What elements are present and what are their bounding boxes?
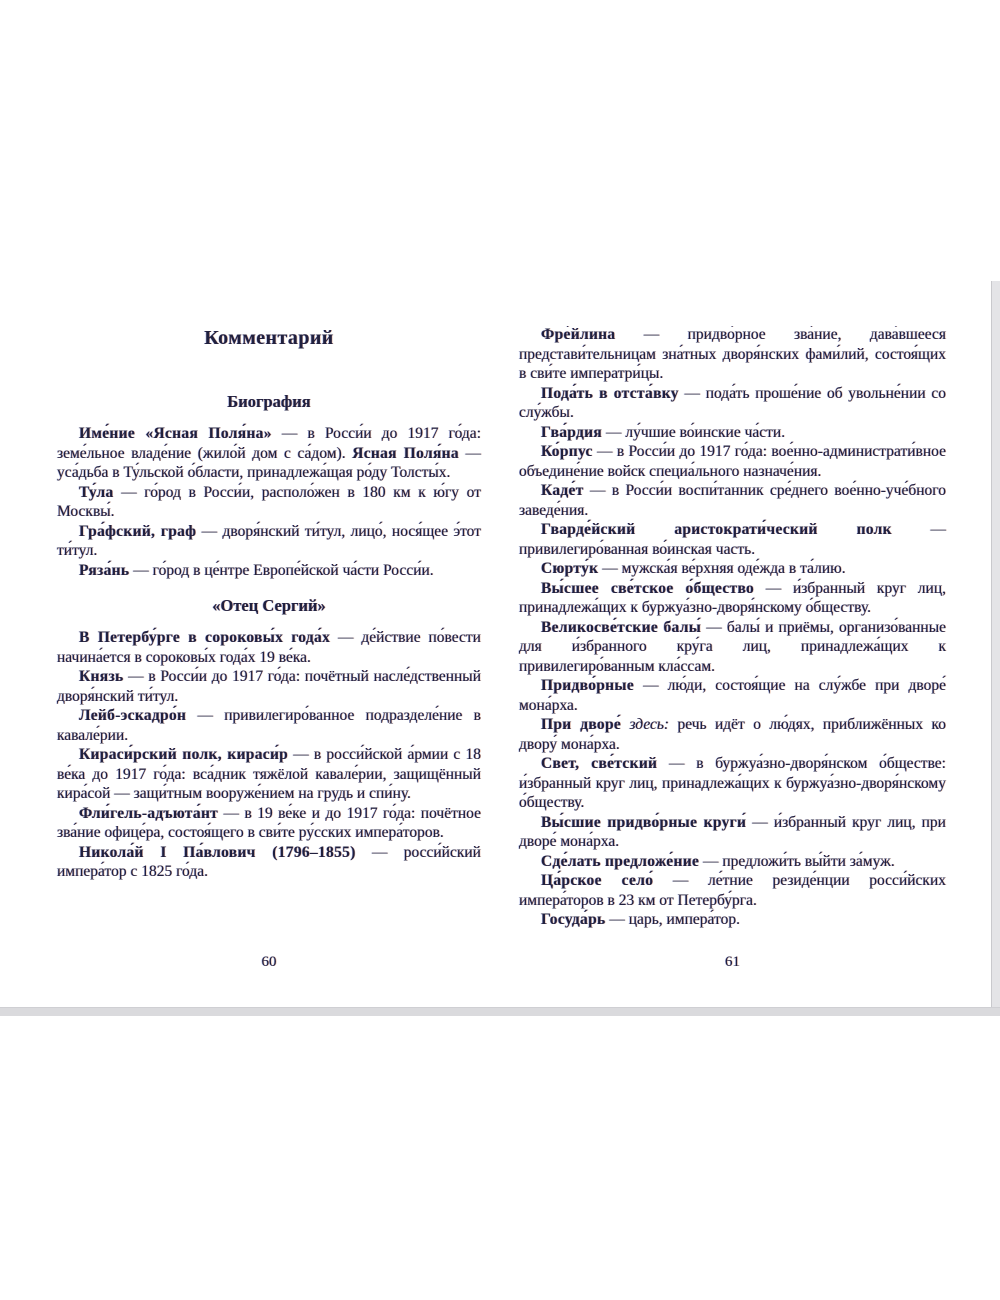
entry-term: Каде́т xyxy=(541,482,584,499)
section-heading: «Отец Сергий» xyxy=(212,596,326,615)
page-right-content xyxy=(519,325,946,930)
entry-term: Придво́рные xyxy=(541,677,634,694)
entry-definition: — в Росси́и воспи́танник сре́днего вое́нно-уче́бного заведе́ния. xyxy=(519,482,946,519)
entry-term: Име́ние «Ясная Поля́на» xyxy=(79,425,272,442)
entry-definition: — в Росси́и до 1917 го́да: земе́льное владе́ние (жило́й дом с са́дом). xyxy=(57,425,481,462)
entry-term: Сюрту́к xyxy=(541,560,599,577)
dictionary-entry xyxy=(57,745,481,804)
entry-term: Свет, све́тский xyxy=(541,755,658,772)
dictionary-entry xyxy=(57,843,481,882)
entry-term: Вы́сшие придво́рные круги́ xyxy=(541,813,747,831)
dictionary-entry xyxy=(519,715,946,754)
entry-term: Фре́йлина xyxy=(541,326,616,343)
page-number-left: 60 xyxy=(261,954,277,970)
entry-term: Никола́й I Па́влович (1796–1855) xyxy=(79,843,356,861)
entry-definition: речь идёт о лю́дях, приближённых ко двору́ мона́рха. xyxy=(519,716,946,753)
dictionary-entry xyxy=(519,676,946,715)
entry-definition: — росси́йский импера́тор с 1825 го́да. xyxy=(57,843,481,880)
entry-definition: — го́род в Росси́и, располо́жен в 180 км к ю́гу от Москвы́. xyxy=(57,483,481,520)
dictionary-entry xyxy=(519,910,946,930)
entry-term: Ясная Поля́на xyxy=(352,444,459,462)
entry-definition: — в Росси́и до 1917 го́да: вое́нно-администрати́вное объедине́ние войск специа́льного назначе́ния. xyxy=(519,443,946,480)
entry-definition: — предложи́ть вы́йти за́муж. xyxy=(699,852,895,870)
dictionary-entry xyxy=(519,871,946,910)
entry-definition: — придво́рное зва́ние, дава́вшееся представи́тельницам зна́тных дворя́нских фами́лий, состоя́щих в сви́те императри́цы. xyxy=(519,326,946,382)
dictionary-entry xyxy=(519,618,946,677)
entry-term: Фли́гель-адъюта́нт xyxy=(79,804,219,822)
entry-term: В Петербу́рге в сороковы́х года́х xyxy=(79,629,331,646)
entry-definition: — де́йствие по́вести начина́ется в сороковы́х года́х 19 ве́ка. xyxy=(57,629,481,666)
entry-term: Гра́фский, граф xyxy=(79,522,197,540)
entry-definition: — мужска́я ве́рхняя оде́жда в та́лию. xyxy=(598,560,846,577)
entry-term: Пода́ть в отста́вку xyxy=(541,384,679,402)
entry-definition: — дворя́нский ти́тул, лицо́, нося́щее э́тот ти́тул. xyxy=(57,522,481,559)
entry-term: Князь xyxy=(79,668,124,685)
entry-definition: — в 19 ве́ке и до 1917 го́да: почётное зва́ние офице́ра, состоя́щего в сви́те ру́сских импера́торов. xyxy=(57,804,481,841)
scan-edge-right xyxy=(991,281,1000,1016)
dictionary-entry xyxy=(519,754,946,813)
dictionary-entry xyxy=(519,579,946,618)
entry-definition: — балы́ и приёмы, организо́ванные для и́збранного кру́га лиц, принадлежа́щих к привилегиро́ванным кла́ссам. xyxy=(519,618,946,675)
dictionary-entry xyxy=(57,628,481,667)
dictionary-entry xyxy=(519,384,946,423)
entry-definition: — в Росси́и до 1917 го́да: почётный насле́дственный дворя́нский ти́тул. xyxy=(57,668,481,705)
book-page-right xyxy=(519,325,946,930)
entry-definition: — в росси́йской а́рмии с 18 ве́ка до 1917 го́да: вса́дник тяжёлой кавале́рии, защищённый кира́сой — защи́тным вооруже́нием на грудь и спи́ну. xyxy=(57,746,481,802)
entry-term: Гва́рдия xyxy=(541,423,603,441)
entry-note: здесь: xyxy=(621,716,670,733)
entry-definition: — и́збранный круг лиц, принадлежа́щих к буржуа́зно-дворя́нскому о́бществу. xyxy=(519,579,946,616)
entry-definition: — уса́дьба в Ту́льской о́бласти, принадлежа́щая ро́ду Толсты́х. xyxy=(57,444,482,481)
dictionary-entry xyxy=(57,561,481,581)
entry-term: Ко́рпус xyxy=(541,443,593,460)
page-left-content xyxy=(57,392,481,882)
entry-term: Госуда́рь xyxy=(541,911,606,928)
entry-definition: — царь, импера́тор. xyxy=(605,911,740,928)
dictionary-entry xyxy=(519,481,946,520)
entry-term: Великосве́тские балы́ xyxy=(541,618,702,636)
entry-term: Кираси́рский полк, кираси́р xyxy=(79,746,289,763)
dictionary-entry xyxy=(519,442,946,481)
entry-definition: — лю́ди, состоя́щие на слу́жбе при дворе́ мона́рха. xyxy=(519,677,946,714)
entry-definition: — привилегиро́ванная во́инская часть. xyxy=(519,521,947,558)
commentary-section xyxy=(57,392,481,580)
entry-term: При дворе́ xyxy=(541,716,622,733)
entry-definition: — лу́чшие во́инские ча́сти. xyxy=(602,423,786,441)
entry-term: Лейб-эскадро́н xyxy=(79,707,187,724)
dictionary-entry xyxy=(57,804,481,843)
page-number-right: 61 xyxy=(725,954,740,970)
book-page-left xyxy=(57,327,481,882)
dictionary-entry xyxy=(519,852,946,872)
dictionary-entry xyxy=(57,424,481,483)
commentary-title: Комментарий xyxy=(204,327,334,349)
commentary-section xyxy=(519,325,946,930)
entry-definition: — в буржуа́зно-дворя́нском о́бществе: и́збранный круг лиц, принадлежа́щих к буржуа́зно-дворя́нскому о́бществу. xyxy=(519,755,946,811)
dictionary-entry xyxy=(57,483,481,522)
entry-term: Вы́сшее све́тское о́бщество xyxy=(541,579,755,597)
commentary-section xyxy=(57,596,481,882)
scan-edge-bottom xyxy=(0,1007,1000,1016)
dictionary-entry xyxy=(519,559,946,579)
dictionary-entry xyxy=(57,667,481,706)
entry-term: Сде́лать предложе́ние xyxy=(541,852,700,870)
entry-term: Ца́рское село́ xyxy=(541,872,654,889)
entry-term: Ту́ла xyxy=(79,483,114,501)
dictionary-entry xyxy=(57,706,481,745)
section-heading: Биография xyxy=(227,392,311,411)
entry-definition: — го́род в це́нтре Европе́йской ча́сти Росси́и. xyxy=(129,561,434,579)
dictionary-entry xyxy=(57,522,481,561)
dictionary-entry xyxy=(519,520,946,559)
entry-definition: — привилегиро́ванное подразделе́ние в кавале́рии. xyxy=(57,707,481,744)
entry-term: Ряза́нь xyxy=(79,561,130,579)
dictionary-entry xyxy=(519,813,946,852)
entry-definition: — ле́тние резиде́нции росси́йских импера́торов в 23 км от Петербу́рга. xyxy=(519,872,946,909)
entry-definition: — пода́ть проше́ние об увольне́нии со слу́жбы. xyxy=(519,384,946,421)
entry-definition: — и́збранный круг лиц, при дворе́ мона́рха. xyxy=(519,813,946,850)
entry-term: Гварде́йский аристократи́ческий полк xyxy=(541,521,892,538)
dictionary-entry xyxy=(519,423,946,443)
dictionary-entry xyxy=(519,325,946,384)
